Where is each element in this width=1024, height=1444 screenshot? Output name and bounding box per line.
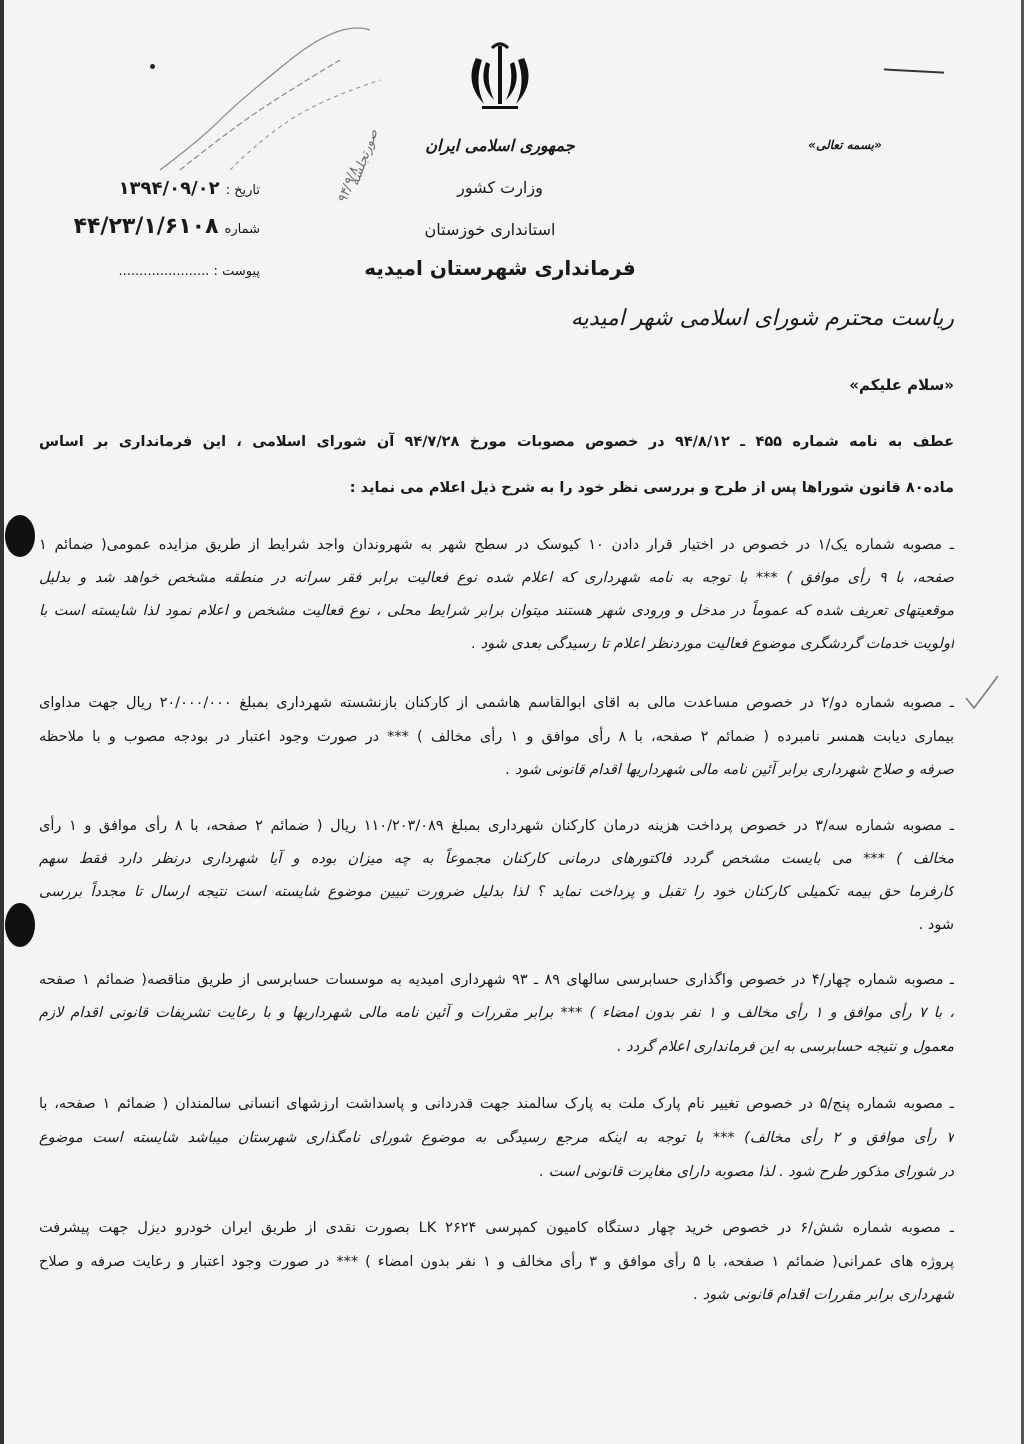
resolution-1-line: ـ مصوبه شماره یک/۱ در خصوص در اختیار قرار دادن ۱۰ کیوسک در سطح شهر به شهروندان واجد شرایط از طریق مزایده عمومی( ضمائم ۱ — [39, 537, 954, 553]
resolution-1-line: صفحه، با ۹ رأی موافق ) *** با توجه به نامه شهرداری که اعلام شده نوع فعالیت برابر فقر سرانه در منطقه مشخص خواهد شد و بدلیل — [39, 570, 954, 586]
resolution-4-line: معمول و نتیجه حسابرسی به این فرمانداری اعلام گردد . — [617, 1039, 954, 1055]
header-office: فرمانداری شهرستان امیدیه — [364, 256, 636, 280]
header-ministry: وزارت کشور — [457, 178, 543, 197]
resolution-2-line: صرفه و صلاح شهرداری برابر آئین نامه مالی شهرداریها اقدام قانونی شود . — [505, 762, 954, 778]
resolution-3-line: شود . — [918, 917, 954, 933]
resolution-6-line: پروژه های عمرانی( ضمائم ۱ صفحه، با ۵ رأی موافق و ۳ رأی مخالف و ۱ نفر بدون امضاء ) *** در صورت وجود اعتبار و رعایت صرفه و صلاح — [39, 1254, 954, 1270]
handwritten-note: صورتجلسه — [347, 127, 382, 188]
bismillah: «بسمه تعالی» — [808, 138, 882, 152]
date-label: تاریخ : — [225, 183, 260, 198]
scan-mark — [884, 68, 944, 73]
handwritten-scribbles — [140, 20, 400, 180]
resolution-6-line: ـ مصوبه شماره شش/۶ در خصوص خرید چهار دستگاه کامیون کمپرسی LK ۲۶۲۴ بصورت نقدی از طریق ایران خودرو دیزل جهت پیشرفت — [39, 1220, 954, 1236]
resolution-2-line: ـ مصوبه شماره دو/۲ در خصوص مساعدت مالی به اقای ابوالقاسم هاشمی از کارکنان بازنشسته شهرداری بمبلغ ۲۰/۰۰۰/۰۰۰ ریال جهت مداوای — [39, 695, 954, 711]
number-label: شماره — [224, 222, 260, 237]
resolution-4-line: ، با ۷ رأی موافق و ۱ رأی مخالف و ۱ نفر بدون امضاء ) *** برابر مقررات و آئین نامه مالی شهرداریها و با رعایت تشریفات قانونی اقدام لازم — [39, 1005, 954, 1021]
resolution-3-line: ـ مصوبه شماره سه/۳ در خصوص پرداخت هزینه درمان کارکنان شهرداری بمبلغ ۱۱۰/۲۰۳/۰۸۹ ریال ( ضمائم ۲ صفحه، با ۸ رأی موافق و ۱ رأی — [39, 818, 954, 834]
addressee: ریاست محترم شورای اسلامی شهر امیدیه — [570, 306, 954, 331]
intro-line: ماده۸۰ قانون شوراها پس از طرح و بررسی نظر خود را به شرح ذیل اعلام می نماید : — [349, 480, 954, 496]
punch-hole-mark — [5, 515, 35, 557]
intro-line: عطف به نامه شماره ۴۵۵ ـ ۹۴/۸/۱۲ در خصوص مصوبات مورخ ۹۴/۷/۲۸ آن شورای اسلامی ، این فرمانداری بر اساس — [39, 434, 954, 450]
scan-edge-left — [0, 0, 4, 1444]
resolution-3-line: مخالف ) *** می بایست مشخص گردد فاکتورهای درمانی کارکنان مجموعاً به چه میزان بوده و آیا شهرداری درنظر دارد فقط سهم — [39, 851, 954, 867]
header-country: جمهوری اسلامی ایران — [425, 136, 575, 155]
date-field — [40, 178, 260, 199]
resolution-2-line: بیماری دیابت همسر نامبرده ( ضمائم ۲ صفحه، با ۸ رأی موافق و ۱ رأی مخالف ) *** در صورت وجود اعتبار در بودجه مصوب و با ملاحظه — [39, 729, 954, 745]
iran-emblem-icon — [462, 38, 538, 114]
resolution-5-line: ـ مصوبه شماره پنج/۵ در خصوص تغییر نام پارک ملت به پارک سالمند جهت قدردانی و پاسداشت ارزشهای انسانی سالمندان ( ضمائم ۱ صفحه، با — [39, 1096, 954, 1112]
number-value: ۴۴/۲۳/۱/۶۱۰۸ — [73, 214, 219, 239]
punch-hole-mark — [5, 903, 35, 947]
header-province: استانداری خوزستان — [424, 220, 556, 239]
date-value: ۱۳۹۴/۰۹/۰۲ — [118, 178, 220, 199]
resolution-1-line: اولویت خدمات گردشگری موضوع فعالیت موردنظر اعلام تا رسیدگی بعدی شود . — [471, 636, 954, 652]
number-field — [40, 214, 260, 239]
handwritten-note-date: ۹۴/۹/۸ — [335, 165, 362, 206]
resolution-1-line: موقعیتهای تعریف شده که عموماً در مدخل و ورودی شهر هستند میتوان برابر شرایط محلی ، نوع فعالیت مشخص و اعلام نمود لذا شایسته است با — [39, 603, 954, 619]
resolution-5-line: در شورای مذکور طرح شود . لذا مصوبه دارای مغایرت قانونی است . — [539, 1164, 954, 1180]
attachment-field: پیوست : ...................... — [118, 264, 260, 279]
resolution-4-line: ـ مصوبه شماره چهار/۴ در خصوص واگذاری حسابرسی سالهای ۸۹ ـ ۹۳ شهرداری امیدیه به موسسات حسابرسی از طریق مناقصه( ضمائم ۱ صفحه — [39, 972, 954, 988]
check-mark-icon — [962, 672, 1002, 712]
resolution-6-line: شهرداری برابر مقررات اقدام قانونی شود . — [693, 1287, 954, 1303]
greeting: «سلام علیکم» — [849, 376, 954, 394]
resolution-5-line: ۷ رأی موافق و ۲ رأی مخالف) *** با توجه به اینکه مرجع رسیدگی به موضوع شورای نامگذاری شهرستان میباشد شایسته است موضوع — [39, 1130, 954, 1146]
resolution-3-line: کارفرما حق بیمه تکمیلی کارکنان خود را تقبل و پرداخت نماید ؟ لذا بدلیل ضرورت تبیین موضوع شایسته است نتیجه ارسال تا مجدداً بررسی — [39, 884, 954, 900]
